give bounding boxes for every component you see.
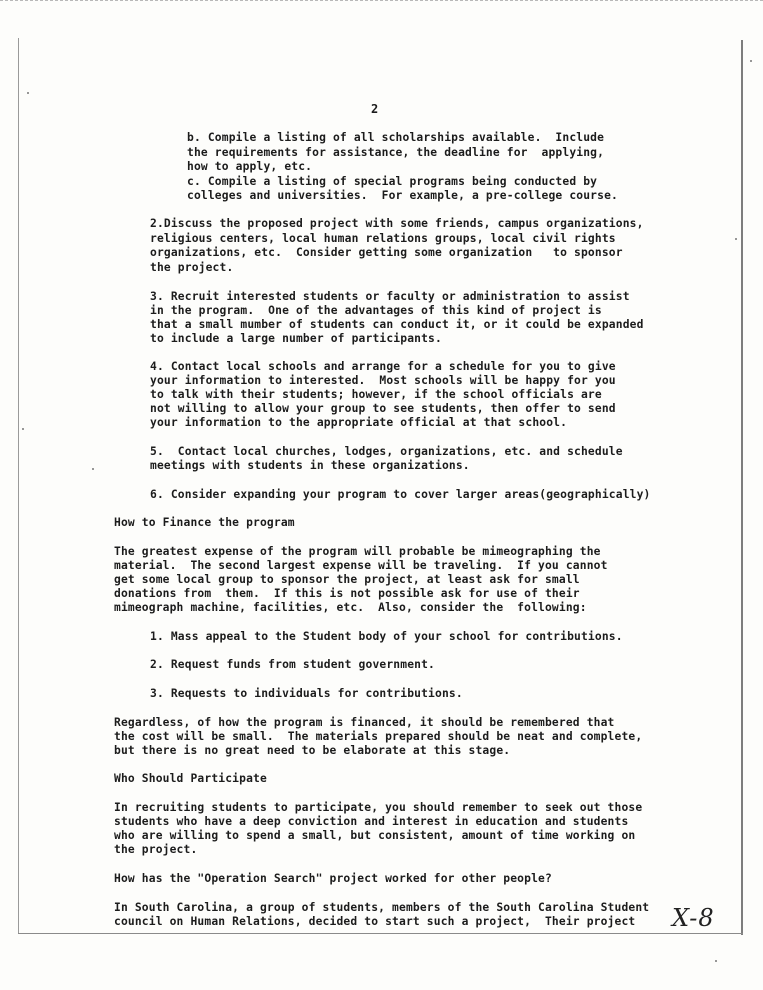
step-3-line-3: that a small mumber of students can conduct it, or it could be expanded [150, 318, 644, 331]
participate-paragraph-line-4: the project. [114, 843, 198, 856]
step-4-line-2: your information to interested. Most schools will be happy for you [150, 374, 616, 387]
scan-speck [22, 428, 24, 430]
list-item-c-line-2: colleges and universities. For example, a pre-college course. [187, 189, 618, 202]
participate-paragraph-line-2: students who have a deep conviction and interest in education and students [114, 815, 629, 828]
regardless-paragraph-line-2: the cost will be small. The materials prepared should be neat and complete, [114, 730, 643, 743]
step-4-line-3: to talk with their students; however, if the school officials are [150, 388, 602, 401]
list-item-b-line-1: b. Compile a listing of all scholarships available. Include [187, 131, 605, 144]
finance-option-1: 1. Mass appeal to the Student body of your school for contributions. [150, 630, 623, 643]
page-number: 2 [371, 102, 379, 116]
list-item-b-line-3: how to apply, etc. [187, 160, 313, 173]
step-4-line-5: your information to the appropriate official at that school. [150, 416, 568, 429]
finance-option-3: 3. Requests to individuals for contributions. [150, 687, 463, 700]
south-carolina-paragraph-line-2: council on Human Relations, decided to start such a project, Their project [114, 915, 636, 928]
step-2-line-1: 2.Discuss the proposed project with some friends, campus organizations, [150, 217, 644, 230]
participate-paragraph-line-3: who are willing to spend a small, but consistent, amount of time working on [114, 829, 636, 842]
finance-paragraph-line-3: get some local group to sponsor the project, at least ask for small [114, 573, 580, 586]
step-4-line-1: 4. Contact local schools and arrange for a schedule for you to give [150, 360, 616, 373]
finance-paragraph-line-5: mimeograph machine, facilities, etc. Also, consider the following: [114, 601, 587, 614]
participate-paragraph-line-1: In recruiting students to participate, you should remember to seek out those [114, 801, 643, 814]
south-carolina-paragraph-line-1: In South Carolina, a group of students, members of the South Carolina Student [114, 901, 650, 914]
step-2-line-3: organizations, etc. Consider getting some organization to sponsor [150, 246, 623, 259]
page-bottom-edge [18, 933, 743, 934]
step-2-line-2: religious centers, local human relations groups, local civil rights [150, 232, 616, 245]
page-top-edge [0, 0, 763, 2]
step-2-line-4: the project. [150, 261, 234, 274]
worked-question: How has the "Operation Search" project worked for other people? [114, 872, 552, 885]
finance-heading: How to Finance the program [114, 516, 295, 529]
step-4-line-4: not willing to allow your group to see students, then offer to send [150, 402, 616, 415]
regardless-paragraph-line-1: Regardless, of how the program is financed, it should be remembered that [114, 716, 615, 729]
page-right-edge [741, 40, 743, 935]
scan-speck [27, 92, 29, 94]
scan-speck [715, 960, 717, 962]
list-item-b-line-2: the requirements for assistance, the deadline for applying, [187, 146, 605, 159]
finance-paragraph-line-4: donations from them. If this is not possible ask for use of their [114, 587, 580, 600]
scan-speck [750, 60, 752, 62]
step-3-line-4: to include a large number of participants. [150, 332, 442, 345]
step-5-line-2: meetings with students in these organizations. [150, 459, 470, 472]
list-item-c-line-1: c. Compile a listing of special programs being conducted by [187, 175, 598, 188]
regardless-paragraph-line-3: but there is no great need to be elaborate at this stage. [114, 744, 511, 757]
step-5-line-1: 5. Contact local churches, lodges, organizations, etc. and schedule [150, 445, 623, 458]
finance-option-2: 2. Request funds from student government. [150, 658, 436, 671]
handwritten-page-mark: X-8 [672, 904, 715, 932]
step-6: 6. Consider expanding your program to cover larger areas(geographically) [150, 488, 651, 501]
step-3-line-2: in the program. One of the advantages of this kind of project is [150, 304, 602, 317]
scan-speck [735, 238, 737, 240]
scan-speck [92, 468, 94, 470]
finance-paragraph-line-1: The greatest expense of the program will probable be mimeographing the [114, 545, 601, 558]
finance-paragraph-line-2: material. The second largest expense will be traveling. If you cannot [114, 559, 608, 572]
page-left-edge [18, 38, 19, 933]
participate-heading: Who Should Participate [114, 772, 267, 785]
step-3-line-1: 3. Recruit interested students or faculty or administration to assist [150, 290, 630, 303]
